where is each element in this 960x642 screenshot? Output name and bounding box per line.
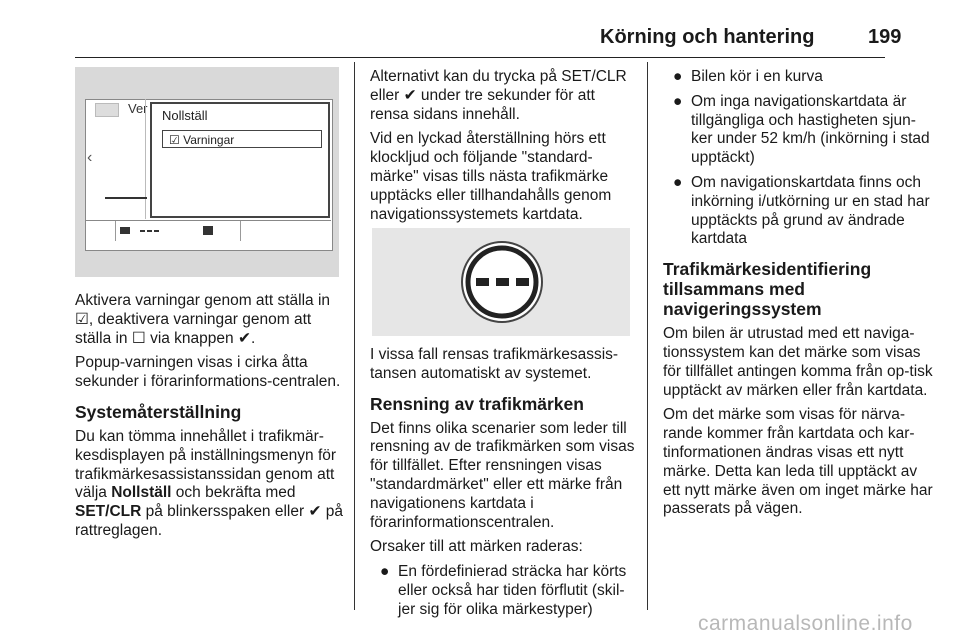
display-bottom-bar	[85, 220, 331, 241]
paragraph: Orsaker till att märken raderas:	[370, 538, 583, 556]
bullet-icon: ●	[673, 68, 683, 85]
paragraph: I vissa fall rensas trafikmärkesassis-tansen automatiskt av systemet.	[370, 346, 619, 382]
paragraph: Vid en lyckad återställning hörs ett klockljud och följande "standard-märke" visas tills nästa trafikmärke upptäcks eller tillhandahålls genom navigationssystemets kartdata.	[370, 130, 612, 223]
popup-item-warnings: ☑ Varningar	[162, 130, 322, 148]
list-item-text: Om navigationskartdata finns och inkörning i/utkörning ur en stad har upptäckts på grund av ändrade kartdata	[691, 173, 930, 248]
display-left-pane	[85, 99, 146, 219]
reset-popup	[150, 102, 330, 218]
column-divider-1	[354, 62, 355, 610]
standard-sign-icon	[372, 228, 630, 336]
column-2-lower	[370, 346, 636, 626]
header-rule	[75, 57, 885, 58]
list-item-text: Bilen kör i en kurva	[691, 68, 823, 85]
popup-title: Nollställ	[162, 108, 208, 123]
list-item	[663, 174, 933, 249]
paragraph: Det finns olika scenarier som leder till rensning av de trafikmärken som visas för tillfället. Efter rensningen visas "standardmärket" eller ett märke från navigationens kartdata i förarinformationscentralen.	[370, 419, 635, 531]
text-run: Du kan tömma innehållet i trafikmär-kesdisplayen på inställningsmenyn för trafikmärkesassistanssidan genom att välja	[75, 427, 337, 502]
paragraph: Alternativt kan du trycka på SET/CLR eller ✔ under tre sekunder för att rensa sidans innehåll.	[370, 68, 627, 123]
list-item	[663, 68, 933, 87]
bold-term: SET/CLR	[75, 503, 142, 521]
column-2	[370, 68, 636, 230]
bullet-list	[663, 68, 933, 249]
paragraph	[75, 428, 347, 541]
page-number: 199	[868, 26, 902, 48]
chevron-left-icon: ‹	[87, 149, 93, 166]
text-run: och bekräfta med	[171, 484, 296, 502]
list-item-text: Om inga navigationskartdata är tillgängliga och hastigheten sjun-ker under 52 km/h (inkörning i stad upptäckt)	[691, 92, 930, 167]
page-header-title: Körning och hantering	[600, 26, 815, 48]
list-item-text: En fördefinierad sträcka har körts eller också har tiden förflutit (skil-jer sig för olika märkestyper)	[398, 563, 627, 618]
bullet-list	[370, 563, 636, 619]
car-lane-icon	[85, 221, 331, 241]
paragraph: Om bilen är utrustad med ett naviga-tionssystem kan det märke som visas för tillfället antingen komma från op-tisk upptäckt av märken eller från kartdata.	[663, 325, 933, 399]
watermark: carmanualsonline.info	[698, 612, 913, 635]
display-ver-label: Ver	[128, 101, 148, 116]
bullet-icon: ●	[380, 563, 390, 581]
section-heading: Trafikmärkesidentifiering tillsammans med navigeringssystem	[663, 259, 872, 320]
paragraph: Popup-varningen visas i cirka åtta sekunder i förarinformations-centralen.	[75, 354, 341, 391]
display-underline	[105, 197, 147, 199]
section-heading: Systemåterställning	[75, 401, 242, 422]
paragraph: Om det märke som visas för närva-rande kommer från kartdata och kar-tinformationen ändras visas ett nytt märke. Detta kan leda till upptäckt av ett nytt märke även om inget märke har passerats på vägen.	[663, 406, 933, 518]
standard-sign-illustration	[372, 228, 630, 336]
paragraph: Aktivera varningar genom att ställa in ☑, deaktivera varningar genom att ställa in ☐ via knappen ✔.	[75, 292, 331, 347]
list-item	[370, 563, 636, 619]
column-1	[75, 292, 347, 547]
column-divider-2	[647, 62, 648, 610]
list-item	[663, 93, 933, 168]
text-run: på blinkersspaken eller ✔ på rattreglagen.	[75, 503, 343, 539]
display-illustration	[75, 67, 339, 277]
bold-term: Nollställ	[111, 484, 172, 502]
column-3	[663, 68, 933, 525]
section-heading: Rensning av trafikmärken	[370, 393, 584, 414]
bullet-icon: ●	[673, 173, 683, 191]
bullet-icon: ●	[673, 92, 683, 110]
